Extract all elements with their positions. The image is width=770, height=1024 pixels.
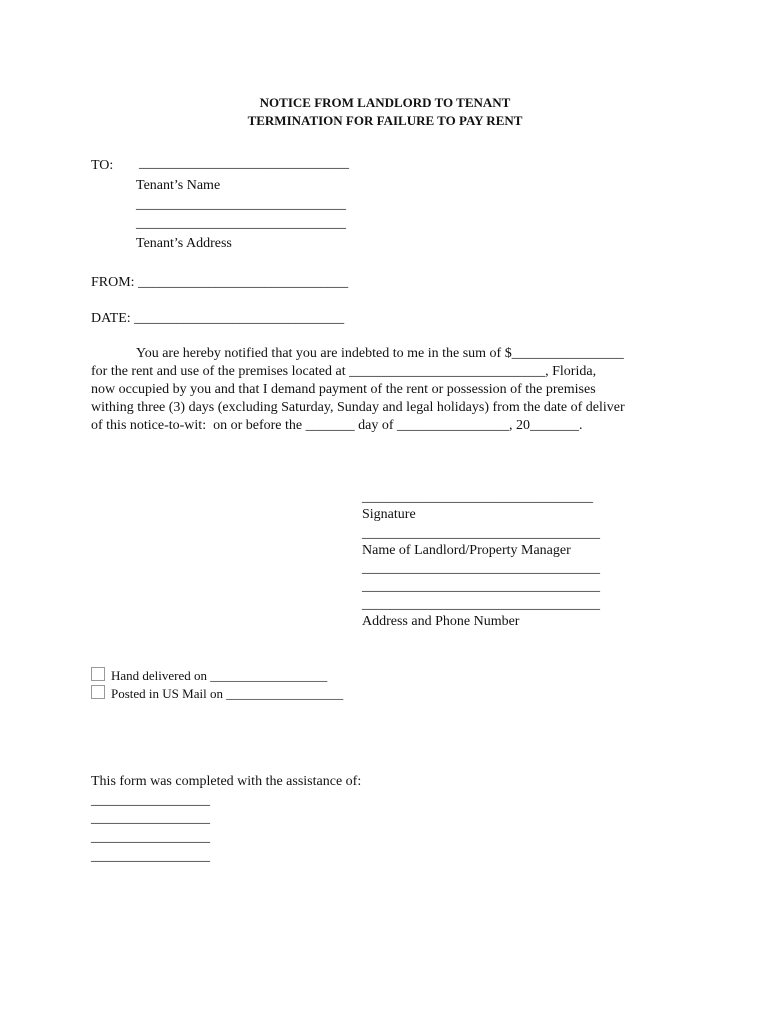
notice-title-line-2: TERMINATION FOR FAILURE TO PAY RENT — [247, 113, 523, 128]
tenant-name-label: Tenant’s Name — [136, 178, 221, 193]
body-line-2: for the rent and use of the premises located at ____________________________, Florida, — [91, 364, 597, 379]
body-line-5: of this notice-to-wit: on or before the _______ day of ________________, 20_______. — [91, 418, 583, 433]
tenant-address-blank-1: ______________________________ — [136, 197, 346, 212]
body-line-4: withing three (3) days (excluding Saturday, Sunday and legal holidays) from the date of deliver — [91, 400, 625, 415]
address-phone-label: Address and Phone Number — [362, 614, 520, 629]
tenant-name-blank: ______________________________ — [139, 156, 349, 171]
signature-label: Signature — [362, 507, 416, 522]
posted-mail-label: Posted in US Mail on __________________ — [111, 686, 344, 701]
notice-title-line-1: NOTICE FROM LANDLORD TO TENANT — [259, 95, 511, 110]
address-blank-3: __________________________________ — [362, 597, 600, 612]
hand-delivered-label: Hand delivered on __________________ — [111, 668, 328, 683]
assistance-blank-2: _________________ — [91, 811, 210, 826]
from-line: FROM: ______________________________ — [91, 275, 349, 290]
hand-delivered-checkbox[interactable] — [91, 667, 105, 681]
body-line-1: You are hereby notified that you are indebted to me in the sum of $________________ — [136, 346, 624, 361]
tenant-address-blank-2: ______________________________ — [136, 216, 346, 231]
address-blank-2: __________________________________ — [362, 579, 600, 594]
body-line-3: now occupied by you and that I demand payment of the rent or possession of the premises — [91, 382, 596, 397]
to-label: TO: — [91, 158, 114, 173]
date-line: DATE: ______________________________ — [91, 311, 345, 326]
assistance-blank-1: _________________ — [91, 793, 210, 808]
landlord-name-blank: __________________________________ — [362, 526, 600, 541]
signature-blank: _________________________________ — [362, 490, 593, 505]
assistance-blank-3: _________________ — [91, 830, 210, 845]
address-blank-1: __________________________________ — [362, 561, 600, 576]
assistance-blank-4: _________________ — [91, 849, 210, 864]
tenant-address-label: Tenant’s Address — [136, 236, 232, 251]
assistance-label: This form was completed with the assistance of: — [91, 774, 362, 789]
posted-mail-checkbox[interactable] — [91, 685, 105, 699]
landlord-name-label: Name of Landlord/Property Manager — [362, 543, 571, 558]
